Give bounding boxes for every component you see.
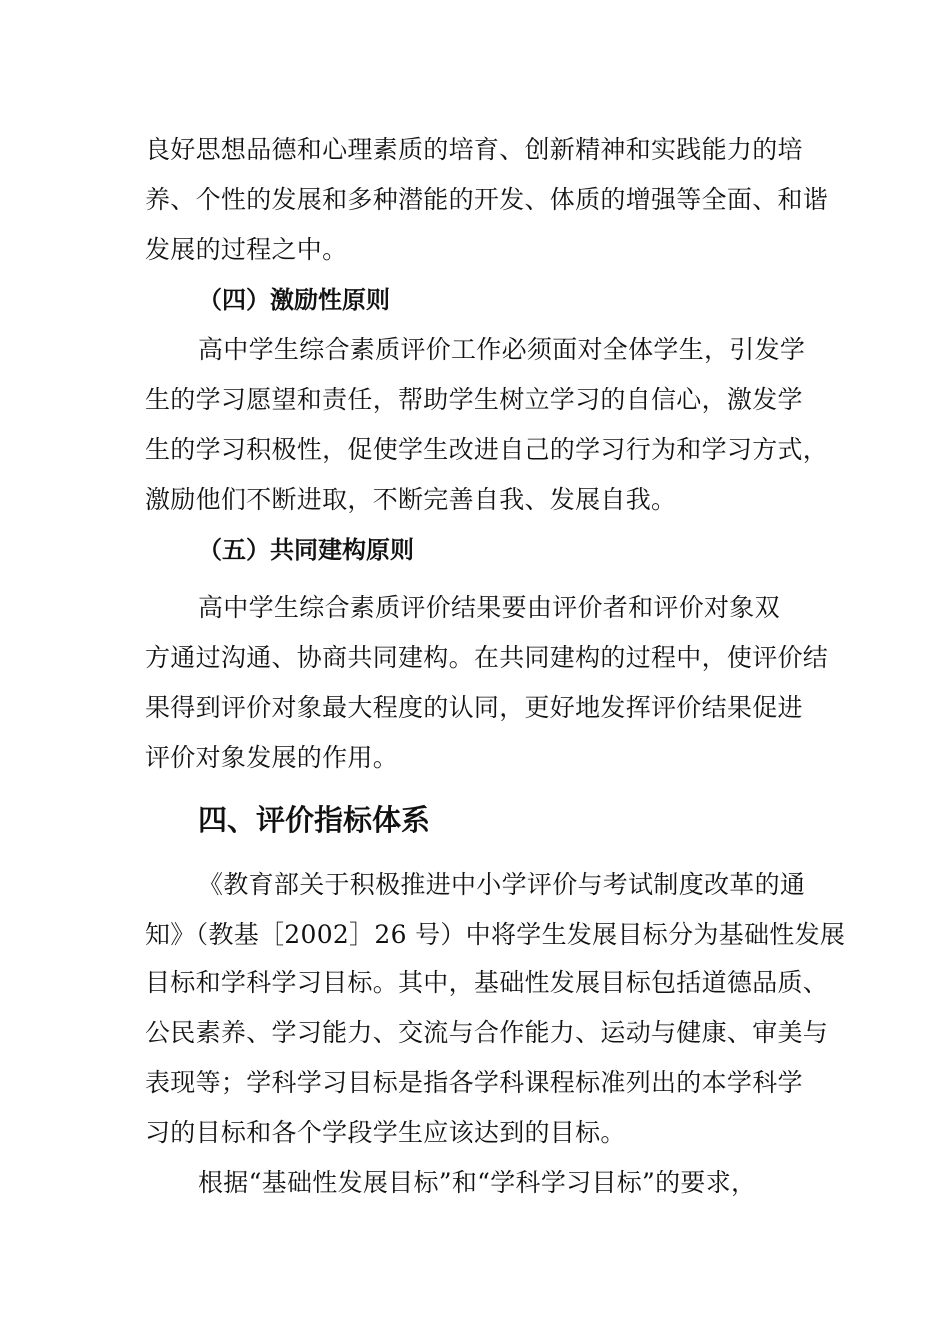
paragraph-line: 良好思想品德和心理素质的培育、创新精神和实践能力的培 [145,135,803,164]
paragraph-line: 果得到评价对象最大程度的认同，更好地发挥评价结果促进 [145,693,803,722]
subheading-4: （四）激励性原则 [198,286,390,314]
paragraph-line: 评价对象发展的作用。 [145,743,399,772]
section-heading: 四、评价指标体系 [198,803,431,837]
paragraph-line: 生的学习积极性，促使学生改进自己的学习行为和学习方式， [145,435,829,464]
paragraph-line: 根据“基础性发展目标”和“学科学习目标”的要求， [198,1168,757,1197]
paragraph-line: 知》（教基［2002］26 号）中将学生发展目标分为基础性发展 [145,920,846,949]
paragraph-line: 高中学生综合素质评价结果要由评价者和评价对象双 [198,593,780,622]
paragraph-line: 方通过沟通、协商共同建构。在共同建构的过程中，使评价结 [145,643,829,672]
paragraph-line: 习的目标和各个学段学生应该达到的目标。 [145,1118,626,1147]
paragraph-line: 激励他们不断进取，不断完善自我、发展自我。 [145,485,677,514]
paragraph-line: 高中学生综合素质评价工作必须面对全体学生，引发学 [198,335,806,364]
paragraph-line: 表现等；学科学习目标是指各学科课程标准列出的本学科学 [145,1068,803,1097]
paragraph-line: 发展的过程之中。 [145,235,348,264]
paragraph-line: 生的学习愿望和责任，帮助学生树立学习的自信心，激发学 [145,385,803,414]
paragraph-line: 目标和学科学习目标。其中，基础性发展目标包括道德品质、 [145,968,829,997]
paragraph-line: 《教育部关于积极推进中小学评价与考试制度改革的通 [198,870,806,899]
subheading-5: （五）共同建构原则 [198,536,414,564]
paragraph-line: 养、个性的发展和多种潜能的开发、体质的增强等全面、和谐 [145,185,829,214]
paragraph-line: 公民素养、学习能力、交流与合作能力、运动与健康、审美与 [145,1018,829,1047]
